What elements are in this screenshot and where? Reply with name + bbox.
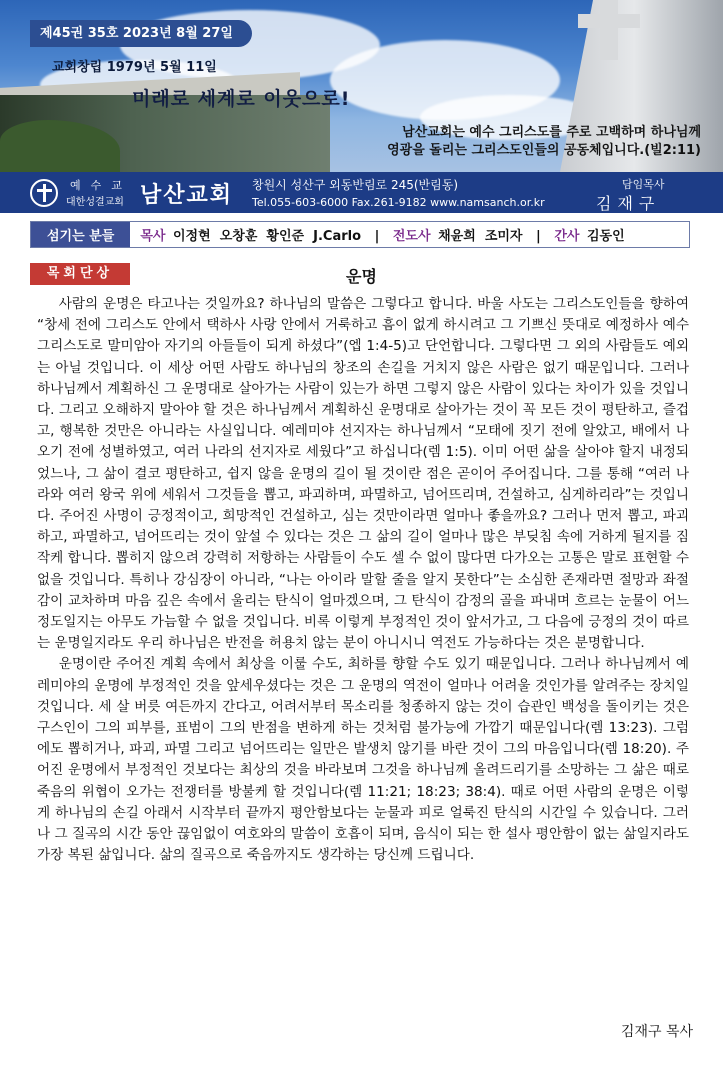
staff-list <box>30 221 690 248</box>
section-label: 목회단상 <box>30 263 130 285</box>
staff-label: 섬기는 분들 <box>31 222 130 247</box>
cross-icon <box>600 0 618 60</box>
vision-line: 영광을 돌리는 그리스도인들의 공동체입니다.(빌2:11) <box>387 143 701 158</box>
senior-pastor-title: 담임목사 <box>622 178 665 191</box>
church-address: 창원시 성산구 외동반림로 245(반림동) <box>252 178 459 192</box>
senior-pastor-name: 김재구 <box>596 194 661 213</box>
secretary-names: 김동인 <box>586 229 625 244</box>
staff-names <box>130 225 624 244</box>
church-vision <box>387 124 701 160</box>
article-title: 운명 <box>346 267 377 286</box>
church-name: 남산교회 <box>140 183 234 208</box>
vision-line: 남산교회는 예수 그리스도를 주로 고백하며 하나님께 <box>402 125 701 140</box>
denomination-line2: 대한성결교회 <box>66 197 124 208</box>
paragraph: 운명이란 주어진 계획 속에서 최상을 이룰 수도, 최하를 향할 수도 있기 때문입니다. 그러나 하나님께서 예레미야의 운명에 부정적인 것을 앞세우셨다는 것은 그 운명의 역전이 얼마나 어려울 것인가를 알려주는 장치일 것입니다. 세 살 버릇 여든까지 간다고, 어려서부터 목소리를 청종하지 않는 것이 습관인 백성을 돌이키는 것은 구스인이 그의 피부를, 표범이 그의 반점을 변하게 하는 것처럼 불가능에 가깝기 때문입니다(렘 13:23). 그럼에도 뽑히거나, 파괴, 파멸 그리고 넘어뜨리는 일만은 발생치 않기를 바란 것이 그의 마음입니다(렘 18:20). 주어진 운명에서 부정적인 것보다는 최상의 것을 바라보며 그것을 하나님께 올려드리기를 소망하는 그 삶은 때로 죽음의 위협이 오가는 전쟁터를 방불케 할 것입니다(렘 11:21; 18:23; 38:4). 때로 어떤 사람의 운명은 이렇게 하나님의 손길 아래서 시작부터 끝까지 평안함보다는 눈물과 피로 얼룩진 탄식의 시간일 수 있습니다. 그러나 그 질곡의 시간 동안 끊임없이 여호와의 말씀이 호흡이 되며, 음식이 되는 한 설사 평안함이 없는 삶일지라도 가장 복된 삶입니다. 삶의 질곡으로 죽음까지도 생각하는 당신께 드립니다. <box>37 656 689 864</box>
issue-info: 제45권 35호 2023년 8월 27일 <box>30 20 252 47</box>
founding-date: 교회창립 1979년 5월 11일 <box>52 60 217 75</box>
separator: | <box>536 229 541 244</box>
cross-icon <box>578 14 640 28</box>
header-banner <box>0 0 723 172</box>
church-contact: Tel.055-603-6000 Fax.261-9182 www.namsanch.or.kr <box>252 196 545 209</box>
role-pastor: 목사 <box>140 229 166 244</box>
church-motto: 미래로 세계로 이웃으로! <box>132 88 351 110</box>
author-signature: 김재구 목사 <box>620 1024 693 1040</box>
church-logo-icon <box>30 179 58 207</box>
separator: | <box>374 229 380 244</box>
article-body <box>37 294 689 866</box>
role-evangelist: 전도사 <box>392 229 431 244</box>
denomination-line1: 예수교 <box>70 179 132 192</box>
paragraph: 사람의 운명은 타고나는 것일까요? 하나님의 말씀은 그렇다고 합니다. 바울 사도는 그리스도인들을 향하여 “창세 전에 그리스도 안에서 택하사 사랑 안에서 거룩하고 흠이 없게 하시려고 그 기쁘신 뜻대로 예정하사 예수 그리스도로 말미암아 자기의 아들들이 되게 하셨다”(엡 1:4-5)고 단언합니다. 그렇다면 그 외의 사람들도 예외는 아닐 것입니다. 이 세상 어떤 사람도 하나님의 창조의 손길을 거치지 않은 사람은 없기 때문입니다. 그러나 하나님께서 계획하신 그 운명대로 살아가는 사람이 있는가 하면 그렇지 않은 사람이 있다는 차이가 있을 것입니다. 그리고 오해하지 말아야 할 것은 하나님께서 계획하신 운명대로 살아가는 것이 꼭 모든 것이 평탄하고, 즐겁고, 행복한 것만은 아니라는 사실입니다. 예레미야 선지자는 하나님께서 “모태에 짓기 전에 알았고, 배에서 나오기 전에 성별하였고, 여러 나라의 선지자로 세웠다”고 하십니다(렘 1:5). 이미 어떤 삶을 살아야 할지 내정되었느나, 그 삶이 결코 평탄하고, 쉽지 않을 운명의 길이 될 것이란 점은 곧이어 주어집니다. 그를 통해 “여러 나라와 여러 왕국 위에 세워서 그것들을 뽑고, 파괴하며, 파멸하고, 넘어뜨리며, 건설하고, 심게하리라”는 것입니다. 주어진 사명이 긍정적이고, 희망적인 건설하고, 심는 것만이라면 얼마나 좋을까요? 그러나 먼저 뽑고, 파괴하고, 파멸하고, 넘어뜨리는 것이 앞설 수 있다는 것은 그 삶의 길이 얼마나 많은 부딪침 속에 거하게 될지를 짐작케 합니다. 뽑히지 않으려 강력히 저항하는 사람들이 수도 셀 수 없이 많다면 다가오는 고통은 말로 표현할 수 없을 것입니다. 특히나 강심장이 아니라, “나는 아이라 말할 줄을 알지 못한다”는 소심한 존재라면 절망과 좌절감이 교차하며 마음 깊은 속에서 울리는 탄식이 얼마겠으며, 그 탄식이 감정의 골을 파내며 흐르는 눈물이 어느 정도일지는 아무도 가늠할 수 없을 것입니다. 비록 이렇게 부정적인 것이 앞서가고, 그 다음에 긍정의 것이 따르는 운명일지라도 우리 하나님은 반전을 허용치 않는 분이 아니시니 역전도 가능하다는 것은 분명합니다. <box>37 296 689 652</box>
pastor-names: 이정현 오창훈 황인준 J.Carlo <box>172 229 362 244</box>
church-info-bar <box>0 172 723 213</box>
role-secretary: 간사 <box>554 229 580 244</box>
evangelist-names: 채윤희 조미자 <box>438 229 523 244</box>
